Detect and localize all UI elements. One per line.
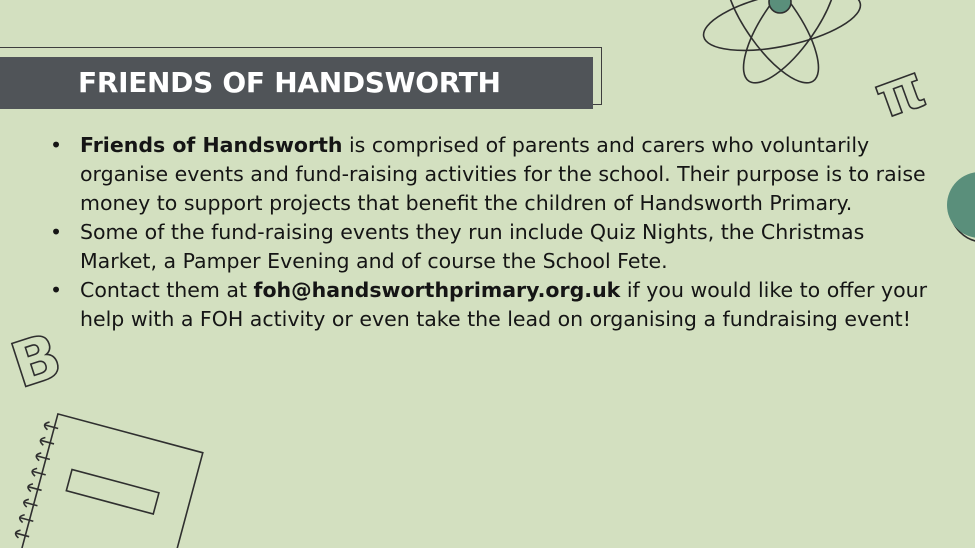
bullet-item: [50, 276, 945, 334]
b-glyph: B: [2, 318, 70, 403]
pi-glyph: π: [865, 50, 935, 134]
atom-icon: [698, 0, 865, 96]
bullet-prefix: Contact them at: [80, 278, 254, 302]
bullet-bold-lead: Friends of Handsworth: [80, 133, 343, 157]
slide-title: FRIENDS OF HANDSWORTH: [78, 66, 501, 99]
contact-email: foh@handsworthprimary.org.uk: [253, 278, 621, 302]
bullet-item: [50, 131, 945, 218]
green-circle: [947, 172, 975, 242]
pi-icon: [866, 51, 935, 133]
notebook-icon: [2, 411, 203, 548]
bullet-suffix: if you would like to offer your help with a FOH activity or even take the lead on organising a fundraising event!: [80, 278, 928, 331]
bullet-item: [50, 218, 945, 276]
bullet-text: Some of the fund-raising events they run include Quiz Nights, the Christmas Market, a Pamper Evening and of course the School Fete.: [80, 220, 865, 273]
bullet-text: is comprised of parents and carers who voluntarily organise events and fund-raising activities for the school. Their purpose is to raise money to support projects that benefit the children of Handsworth Primary.: [80, 133, 926, 215]
bullet-list: [50, 131, 945, 334]
